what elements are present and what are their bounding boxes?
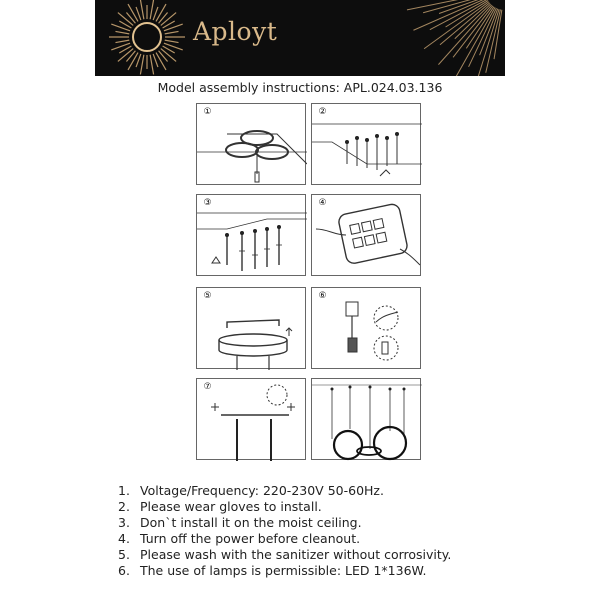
step-number: ⑤ [203,291,212,301]
brand-banner [95,0,505,76]
step-number: ③ [203,198,212,208]
ceiling-drill-holes-icon [312,104,422,186]
cable-adjust-detail-icon [312,288,422,370]
step-2-panel [311,103,421,185]
step-number: ① [203,107,212,117]
step-6-panel [311,287,421,369]
sun-ray [150,0,153,19]
step-1-panel [196,103,306,185]
sun-ray [486,9,501,72]
step-3-panel [196,194,306,276]
sun-ray [424,2,489,49]
brand-name: Aployt [193,17,278,46]
sun-ray [161,13,176,26]
sun-ray [115,31,129,33]
sun-eclipse-logo-icon [95,0,505,76]
sun-ray [165,40,179,42]
sun-ray [140,0,143,19]
step-number: ② [318,107,327,117]
note-item: 1. Voltage/Frequency: 220-230V 50-60Hz. [118,483,384,498]
sun-ray [140,55,143,75]
sun-ray [118,49,133,62]
note-item: 2. Please wear gloves to install. [118,499,322,514]
sun-ray [150,55,153,75]
sun-ray [118,13,133,26]
note-item: 6. The use of lamps is permissible: LED 1*136W. [118,563,427,578]
mounting-plate-canopy-icon [197,288,307,370]
sun-ray [161,49,176,62]
sun-ray [494,10,502,59]
sun-ray [128,4,138,21]
note-item: 4. Turn off the power before cleanout. [118,531,361,546]
ceiling-anchors-screws-icon [197,195,307,277]
sun-ray [156,53,166,70]
ring-chandelier-canopy-icon [197,104,307,186]
sun-ray [128,53,138,70]
note-item: 3. Don`t install it on the moist ceiling. [118,515,362,530]
assembled-ring-chandelier-icon [312,379,422,461]
sun-ray [115,40,129,42]
page-title: Model assembly instructions: APL.024.03.136 [157,80,443,95]
canopy-screw-fix-icon [197,379,307,461]
step-number: ⑦ [203,382,212,392]
note-item: 5. Please wash with the sanitizer without corrosivity. [118,547,452,562]
step-4-panel [311,194,421,276]
step-number: ⑥ [318,291,327,301]
sun-ray [165,31,179,33]
terminal-block-wiring-icon [312,195,422,277]
sun-ray [156,4,166,21]
sun-ray [430,0,487,30]
notes-list [118,483,451,579]
step-7-panel [196,378,306,460]
step-number: ④ [318,198,327,208]
step-8-panel [311,378,421,460]
step-5-panel [196,287,306,369]
